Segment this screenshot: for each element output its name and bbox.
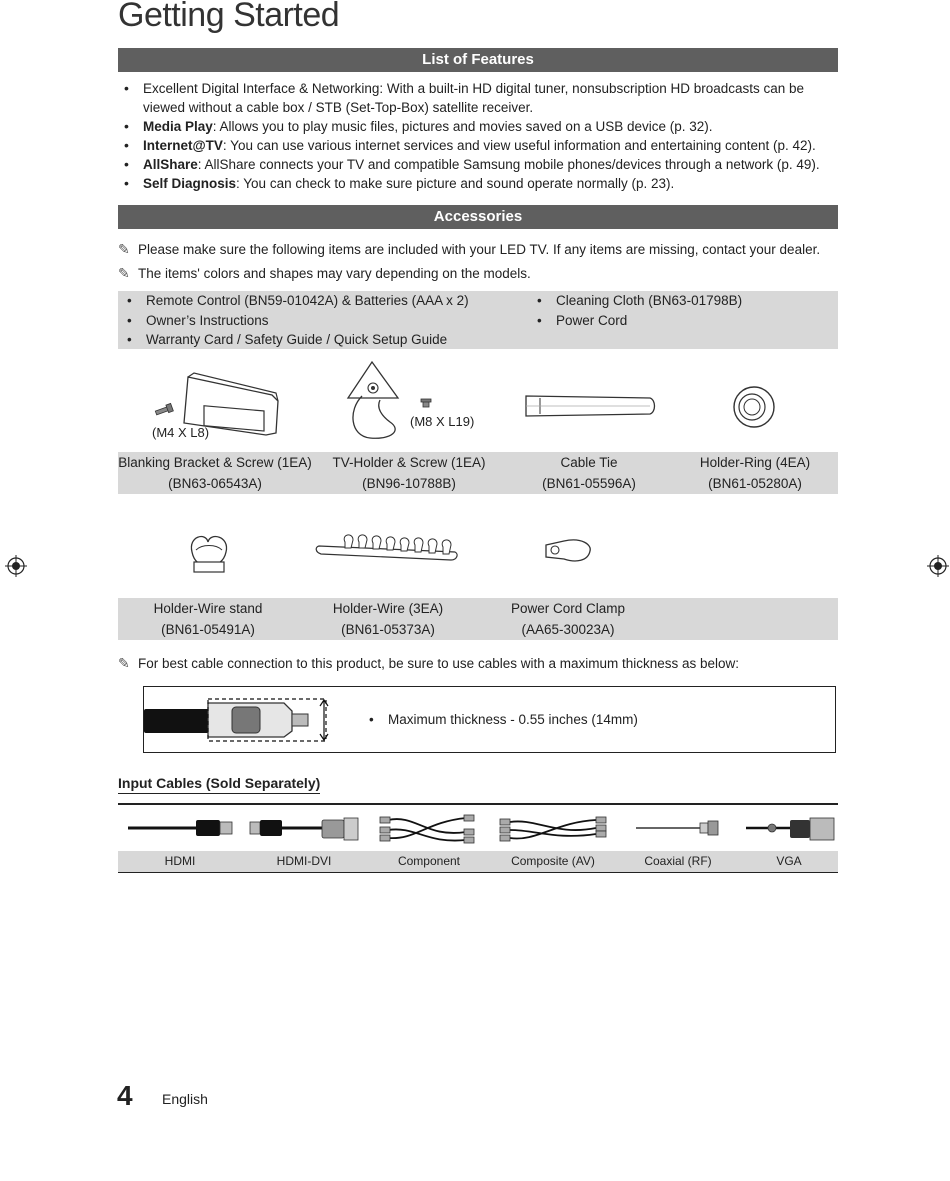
cable-label: Component	[397, 854, 461, 868]
registration-mark-icon	[5, 555, 27, 577]
page-language: English	[162, 1091, 208, 1107]
input-cables-header: Input Cables (Sold Separately)	[118, 775, 320, 794]
included-items-left	[124, 291, 469, 350]
pencil-note-icon: ✎	[118, 265, 130, 281]
list-item: • Warranty Card / Safety Guide / Quick Setup Guide	[124, 330, 469, 350]
list-item: • Owner’s Instructions	[124, 311, 469, 331]
accessory-item: Holder-Wire stand (BN61-05491A)	[153, 601, 263, 637]
cable-connector-illustration	[144, 697, 334, 743]
cable-tie-illustration	[522, 392, 657, 422]
accessories-note: ✎ The items' colors and shapes may vary depending on the models.	[118, 265, 531, 281]
included-items-right	[534, 291, 742, 330]
accessory-item: Blanking Bracket & Screw (1EA) (BN63-06543A)	[118, 455, 312, 491]
section-rule	[118, 803, 838, 805]
registration-mark-icon	[927, 555, 949, 577]
accessory-item: Holder-Wire (3EA) (BN61-05373A)	[332, 601, 444, 637]
accessories-row-2	[118, 598, 838, 640]
power-cord-clamp-illustration	[542, 535, 594, 565]
cable-thickness-note: ✎ For best cable connection to this product, be sure to use cables with a maximum thickness as below:	[118, 655, 740, 671]
cable-label: VGA	[776, 854, 802, 868]
composite-cable-icon	[500, 817, 606, 841]
cable-label: Composite (AV)	[511, 854, 595, 868]
feature-item: • AllShare: AllShare connects your TV and compatible Samsung mobile phones/devices through a network (p. 49).	[124, 155, 834, 174]
feature-item: • Media Play: Allows you to play music files, pictures and movies saved on a USB device (p. 32).	[124, 117, 834, 136]
features-header: List of Features	[118, 48, 838, 72]
pencil-note-icon: ✎	[118, 655, 130, 671]
feature-item: • Self Diagnosis: You can check to make sure picture and sound operate normally (p. 23).	[124, 174, 834, 193]
holder-ring-illustration	[730, 383, 780, 431]
feature-item: • Internet@TV: You can use various internet services and view useful information and entertaining content (p. 42).	[124, 136, 834, 155]
holder-wire-illustration	[315, 532, 460, 564]
cable-thickness-box	[143, 686, 836, 753]
component-cable-icon	[380, 815, 474, 843]
cable-label: HDMI	[164, 854, 196, 868]
cable-label: HDMI-DVI	[276, 854, 332, 868]
cable-label: Coaxial (RF)	[644, 854, 712, 868]
screw-size-label: (M8 X L19)	[410, 414, 475, 429]
list-item: • Remote Control (BN59-01042A) & Batteries (AAA x 2)	[124, 291, 469, 311]
accessory-item: Cable Tie (BN61-05596A)	[542, 455, 636, 491]
coaxial-cable-icon	[636, 821, 718, 835]
hdmi-cable-icon	[128, 820, 232, 836]
list-item: • Cleaning Cloth (BN63-01798B)	[534, 291, 742, 311]
pencil-note-icon: ✎	[118, 241, 130, 257]
page-title: Getting Started	[118, 0, 340, 34]
max-thickness-list	[366, 710, 638, 730]
accessories-header: Accessories	[118, 205, 838, 229]
page-number: 4	[117, 1080, 133, 1111]
list-item: • Power Cord	[534, 311, 742, 331]
holder-wire-stand-illustration	[186, 530, 232, 574]
accessory-item: Power Cord Clamp (AA65-30023A)	[510, 601, 626, 637]
input-cables-labels	[118, 851, 838, 873]
tv-holder-illustration	[340, 360, 450, 445]
accessory-item: Holder-Ring (4EA) (BN61-05280A)	[699, 455, 811, 491]
feature-item: • Excellent Digital Interface & Networking: With a built-in HD digital tuner, nonsubscription HD broadcasts can be viewed without a cable box / STB (Set-Top-Box) satellite receiver.	[124, 79, 834, 117]
features-list	[124, 79, 834, 193]
accessories-row-1	[118, 452, 838, 494]
vga-cable-icon	[746, 818, 834, 840]
screw-size-label: (M4 X L8)	[152, 425, 210, 440]
included-items-box	[118, 291, 838, 349]
accessory-item: TV-Holder & Screw (1EA) (BN96-10788B)	[332, 455, 486, 491]
input-cables-illustrations	[126, 808, 838, 850]
hdmi-dvi-cable-icon	[250, 818, 358, 840]
accessories-note: ✎ Please make sure the following items are included with your LED TV. If any items are missing, contact your dealer.	[118, 241, 821, 257]
list-item: • Maximum thickness - 0.55 inches (14mm)	[366, 710, 638, 730]
